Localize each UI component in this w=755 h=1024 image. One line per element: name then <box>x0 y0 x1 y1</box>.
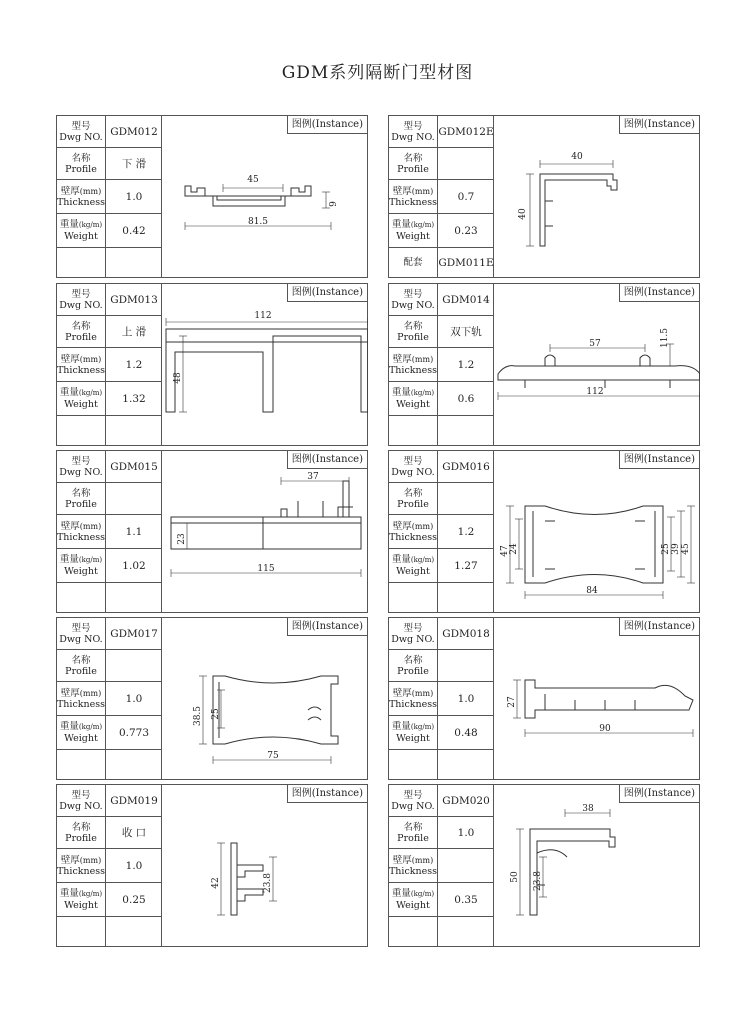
profile-outline <box>640 355 650 366</box>
thickness-label-en: Thickness <box>388 531 438 543</box>
dwg-label-cn: 型号 <box>71 789 91 801</box>
weight-label-unit: (kg/m) <box>410 723 435 731</box>
weight-value: 0.773 <box>118 726 150 739</box>
spec-table <box>389 785 494 946</box>
dwg-label-cn: 型号 <box>403 622 423 634</box>
thickness-value: 1.2 <box>457 358 475 371</box>
match-row <box>57 583 162 612</box>
profile-drawing <box>495 785 700 946</box>
page-title: GDM系列隔断门型材图 <box>281 63 474 83</box>
dimension-label: 115 <box>257 564 275 574</box>
instance-label: 图例(Instance) <box>619 785 699 803</box>
weight-label-en: Weight <box>64 231 98 242</box>
dwg-row <box>389 618 494 650</box>
weight-label-en: Weight <box>64 900 98 911</box>
profile-outline <box>231 843 237 915</box>
profile-label-en: Profile <box>397 163 429 175</box>
thickness-label-unit: (mm) <box>79 186 102 196</box>
dwg-value: GDM013 <box>110 293 158 306</box>
profile-drawing <box>495 284 700 445</box>
profile-row <box>389 483 494 515</box>
thickness-label-unit: (mm) <box>411 354 434 364</box>
match-row <box>389 416 494 445</box>
dimension-label: 27 <box>507 696 517 708</box>
thickness-label-en: Thickness <box>56 364 106 376</box>
thickness-label-en: Thickness <box>388 865 438 877</box>
match-value <box>106 583 162 612</box>
profile-outline <box>537 850 567 857</box>
weight-value: 0.23 <box>454 224 478 237</box>
profile-value: 收 口 <box>121 827 147 839</box>
dimension-label: 38.5 <box>193 705 203 727</box>
thickness-value <box>438 849 494 882</box>
thickness-label-en: Thickness <box>388 196 438 208</box>
profile-card-gdm017 <box>56 617 368 780</box>
dwg-label-cn: 型号 <box>71 120 91 132</box>
thickness-label-cn: 壁厚 <box>392 353 412 365</box>
profile-value <box>438 650 494 681</box>
dwg-row <box>389 284 494 316</box>
weight-label-unit: (kg/m) <box>410 389 435 397</box>
thickness-row <box>57 180 162 214</box>
weight-label-cn: 重量 <box>391 554 411 565</box>
thickness-label-unit: (mm) <box>79 521 102 531</box>
match-row <box>57 750 162 779</box>
profile-outline <box>281 509 287 517</box>
dimension-label: 47 <box>500 545 510 557</box>
match-row <box>389 750 494 779</box>
dimension-label: 50 <box>510 871 520 883</box>
instance-label: 图例(Instance) <box>287 116 367 134</box>
dimension-label: 112 <box>254 311 272 321</box>
profile-drawing <box>495 116 700 277</box>
profile-outline <box>343 481 349 517</box>
profile-drawing <box>495 618 700 779</box>
weight-value: 0.35 <box>454 893 478 906</box>
instance-label: 图例(Instance) <box>287 785 367 803</box>
profile-outline <box>525 680 693 718</box>
thickness-row <box>57 682 162 716</box>
profile-value: 双下轨 <box>450 326 482 338</box>
profile-row <box>389 148 494 180</box>
profile-outline <box>237 865 263 877</box>
weight-value: 1.32 <box>122 392 146 405</box>
dwg-value: GDM015 <box>110 460 158 473</box>
dwg-label-en: Dwg NO. <box>391 466 435 478</box>
profile-value: 下 滑 <box>121 158 147 170</box>
dimension-label: 40 <box>571 152 583 162</box>
thickness-label-cn: 壁厚 <box>392 520 412 532</box>
thickness-label-unit: (mm) <box>411 521 434 531</box>
dwg-label-en: Dwg NO. <box>59 466 103 478</box>
match-row <box>57 416 162 445</box>
instance-label: 图例(Instance) <box>287 618 367 636</box>
thickness-label-unit: (mm) <box>79 354 102 364</box>
dwg-value: GDM020 <box>442 794 490 807</box>
thickness-row <box>389 180 494 214</box>
weight-row <box>57 214 162 248</box>
profile-card-gdm013 <box>56 283 368 446</box>
weight-label-unit: (kg/m) <box>78 389 103 397</box>
spec-table <box>57 785 162 946</box>
profile-value <box>438 148 494 179</box>
profile-card-gdm019 <box>56 784 368 947</box>
thickness-label-cn: 壁厚 <box>60 854 80 866</box>
weight-row <box>57 883 162 917</box>
thickness-value: 1.0 <box>125 859 143 872</box>
thickness-label-cn: 壁厚 <box>60 687 80 699</box>
dimension-label: 84 <box>586 586 598 596</box>
profile-label-cn: 名称 <box>71 320 91 332</box>
dwg-label-cn: 型号 <box>403 789 423 801</box>
dwg-value: GDM012E <box>438 125 494 138</box>
dimension-label: 81.5 <box>247 217 269 227</box>
spec-table <box>389 618 494 779</box>
weight-label-cn: 重量 <box>391 219 411 230</box>
weight-label-unit: (kg/m) <box>78 221 103 229</box>
spec-table <box>57 116 162 277</box>
profile-row <box>57 316 162 348</box>
weight-label-en: Weight <box>64 399 98 410</box>
profile-label-cn: 名称 <box>403 152 423 164</box>
thickness-row <box>389 348 494 382</box>
thickness-label-en: Thickness <box>388 698 438 710</box>
weight-label-cn: 重量 <box>59 219 79 230</box>
weight-label-cn: 重量 <box>391 888 411 899</box>
thickness-value: 1.2 <box>457 525 475 538</box>
weight-label-en: Weight <box>396 733 430 744</box>
weight-label-cn: 重量 <box>59 888 79 899</box>
thickness-value: 1.2 <box>125 358 143 371</box>
instance-label: 图例(Instance) <box>619 116 699 134</box>
profile-drawing <box>163 116 368 277</box>
thickness-row <box>389 515 494 549</box>
dimension-label: 75 <box>267 751 279 761</box>
dwg-label-en: Dwg NO. <box>59 633 103 645</box>
dimension-label: 23.8 <box>533 870 543 892</box>
thickness-label-cn: 壁厚 <box>392 854 412 866</box>
profile-outline <box>525 506 663 583</box>
weight-row <box>389 214 494 248</box>
profile-row <box>57 817 162 849</box>
dwg-value: GDM017 <box>110 627 158 640</box>
profile-drawing <box>163 451 368 612</box>
profile-label-en: Profile <box>65 665 97 677</box>
profile-outline <box>217 196 281 200</box>
profile-outline <box>213 676 338 744</box>
weight-label-en: Weight <box>396 231 430 242</box>
profile-card-gdm015 <box>56 450 368 613</box>
dwg-label-en: Dwg NO. <box>391 633 435 645</box>
match-row <box>389 917 494 946</box>
weight-row <box>389 382 494 416</box>
thickness-label-en: Thickness <box>56 531 106 543</box>
profile-outline <box>166 329 368 412</box>
spec-table <box>389 451 494 612</box>
profile-label-en: Profile <box>397 331 429 343</box>
dwg-label-en: Dwg NO. <box>391 131 435 143</box>
profile-drawing <box>163 785 368 946</box>
profile-label-cn: 名称 <box>71 487 91 499</box>
dimension-label: 45 <box>681 543 691 555</box>
weight-label-unit: (kg/m) <box>78 890 103 898</box>
profile-label-cn: 名称 <box>403 487 423 499</box>
thickness-row <box>389 682 494 716</box>
match-row <box>389 583 494 612</box>
profile-label-en: Profile <box>65 498 97 510</box>
dwg-value: GDM016 <box>442 460 490 473</box>
match-value <box>106 416 162 445</box>
profile-outline <box>338 507 353 517</box>
profile-outline <box>498 366 700 380</box>
weight-row <box>57 716 162 750</box>
profile-outline <box>540 174 617 246</box>
dwg-label-en: Dwg NO. <box>391 299 435 311</box>
profile-label-en: Profile <box>65 163 97 175</box>
profile-card-gdm016 <box>388 450 700 613</box>
profile-label-en: Profile <box>65 832 97 844</box>
weight-value: 0.48 <box>454 726 478 739</box>
weight-label-unit: (kg/m) <box>410 556 435 564</box>
profile-card-gdm012e <box>388 115 700 278</box>
thickness-row <box>57 348 162 382</box>
dimension-label: 40 <box>518 208 528 220</box>
profile-card-gdm020 <box>388 784 700 947</box>
dwg-row <box>57 618 162 650</box>
thickness-label-cn: 壁厚 <box>60 353 80 365</box>
profile-label-en: Profile <box>65 331 97 343</box>
weight-row <box>57 382 162 416</box>
dwg-row <box>389 451 494 483</box>
dimension-label: 23 <box>177 533 187 545</box>
thickness-label-cn: 壁厚 <box>392 687 412 699</box>
weight-label-cn: 重量 <box>391 721 411 732</box>
dwg-value: GDM014 <box>442 293 490 306</box>
profile-outline <box>185 186 311 206</box>
profile-row <box>389 817 494 849</box>
weight-label-cn: 重量 <box>59 721 79 732</box>
match-value <box>438 750 494 779</box>
profile-drawing <box>495 451 700 612</box>
dimension-label: 90 <box>599 724 611 734</box>
profile-card-gdm012 <box>56 115 368 278</box>
thickness-value: 1.1 <box>125 525 143 538</box>
profile-drawing <box>163 618 368 779</box>
dimension-label: 23.8 <box>263 872 273 894</box>
weight-label-cn: 重量 <box>59 554 79 565</box>
profile-drawing <box>163 284 368 445</box>
weight-label-unit: (kg/m) <box>410 221 435 229</box>
match-value <box>106 750 162 779</box>
profile-value: 上 滑 <box>121 326 147 338</box>
thickness-label-en: Thickness <box>56 865 106 877</box>
thickness-value: 0.7 <box>457 190 475 203</box>
instance-label: 图例(Instance) <box>619 451 699 469</box>
dwg-row <box>57 785 162 817</box>
weight-row <box>57 549 162 583</box>
profile-outline <box>545 355 555 366</box>
dimension-label: 9 <box>329 201 339 207</box>
profile-label-en: Profile <box>397 832 429 844</box>
dwg-value: GDM018 <box>442 627 490 640</box>
profile-label-cn: 名称 <box>71 821 91 833</box>
profile-label-cn: 名称 <box>403 654 423 666</box>
thickness-label-en: Thickness <box>388 364 438 376</box>
match-row <box>57 248 162 277</box>
weight-value: 1.02 <box>122 559 146 572</box>
weight-label-unit: (kg/m) <box>78 556 103 564</box>
match-row <box>389 248 494 277</box>
match-value <box>438 583 494 612</box>
dwg-row <box>57 284 162 316</box>
dimension-label: 11.5 <box>660 327 670 349</box>
profile-outline <box>308 707 321 710</box>
profile-label-en: Profile <box>397 498 429 510</box>
profile-row <box>57 148 162 180</box>
dwg-label-cn: 型号 <box>403 455 423 467</box>
dimension-label: 42 <box>211 877 221 889</box>
profile-value <box>106 483 162 514</box>
dwg-row <box>389 116 494 148</box>
profile-label-cn: 名称 <box>403 821 423 833</box>
weight-label-unit: (kg/m) <box>78 723 103 731</box>
thickness-row <box>57 849 162 883</box>
profile-outline <box>237 889 263 901</box>
weight-value: 1.27 <box>454 559 478 572</box>
thickness-label-cn: 壁厚 <box>60 185 80 197</box>
weight-label-cn: 重量 <box>59 387 79 398</box>
instance-label: 图例(Instance) <box>619 618 699 636</box>
profile-label-cn: 名称 <box>403 320 423 332</box>
dimension-label: 25 <box>211 708 221 720</box>
profile-outline <box>171 517 361 549</box>
spec-table <box>57 618 162 779</box>
spec-table <box>389 284 494 445</box>
thickness-label-en: Thickness <box>56 196 106 208</box>
thickness-label-cn: 壁厚 <box>60 520 80 532</box>
spec-table <box>57 451 162 612</box>
thickness-label-unit: (mm) <box>411 855 434 865</box>
thickness-value: 1.0 <box>457 692 475 705</box>
dimension-label: 57 <box>589 339 601 349</box>
match-value <box>438 416 494 445</box>
dwg-row <box>389 785 494 817</box>
profile-value: 1.0 <box>457 826 475 839</box>
thickness-value: 1.0 <box>125 190 143 203</box>
dwg-label-en: Dwg NO. <box>59 299 103 311</box>
weight-row <box>389 883 494 917</box>
profile-card-gdm014 <box>388 283 700 446</box>
profile-label-cn: 名称 <box>71 654 91 666</box>
dwg-label-en: Dwg NO. <box>59 800 103 812</box>
weight-label-en: Weight <box>64 566 98 577</box>
profile-row <box>57 650 162 682</box>
thickness-label-unit: (mm) <box>411 186 434 196</box>
match-value <box>438 917 494 946</box>
instance-label: 图例(Instance) <box>619 284 699 302</box>
dwg-label-en: Dwg NO. <box>391 800 435 812</box>
profile-row <box>57 483 162 515</box>
dimension-label: 37 <box>307 472 319 482</box>
weight-label-en: Weight <box>64 733 98 744</box>
thickness-value: 1.0 <box>125 692 143 705</box>
weight-label-unit: (kg/m) <box>410 890 435 898</box>
weight-label-cn: 重量 <box>391 387 411 398</box>
dwg-label-cn: 型号 <box>403 120 423 132</box>
dwg-value: GDM019 <box>110 794 158 807</box>
thickness-label-unit: (mm) <box>411 688 434 698</box>
match-value <box>106 248 162 277</box>
dwg-row <box>57 116 162 148</box>
thickness-label-en: Thickness <box>56 698 106 710</box>
dimension-label: 45 <box>247 175 259 185</box>
match-value <box>106 917 162 946</box>
thickness-label-cn: 壁厚 <box>392 185 412 197</box>
profile-row <box>389 650 494 682</box>
profile-label-en: Profile <box>397 665 429 677</box>
thickness-label-unit: (mm) <box>79 688 102 698</box>
weight-label-en: Weight <box>396 566 430 577</box>
match-value: GDM011E <box>438 256 494 269</box>
dwg-label-en: Dwg NO. <box>59 131 103 143</box>
weight-value: 0.6 <box>457 392 475 405</box>
dwg-label-cn: 型号 <box>71 455 91 467</box>
profile-label-cn: 名称 <box>71 152 91 164</box>
dimension-label: 38 <box>582 804 594 814</box>
weight-row <box>389 716 494 750</box>
profile-row <box>389 316 494 348</box>
thickness-row <box>389 849 494 883</box>
dimension-label: 112 <box>586 387 604 397</box>
weight-row <box>389 549 494 583</box>
thickness-label-unit: (mm) <box>79 855 102 865</box>
match-label: 配套 <box>403 257 423 268</box>
weight-value: 0.42 <box>122 224 146 237</box>
instance-label: 图例(Instance) <box>287 451 367 469</box>
dwg-label-cn: 型号 <box>403 288 423 300</box>
dimension-label: 39 <box>671 543 681 555</box>
dimension-label: 25 <box>661 543 671 555</box>
profile-outline <box>308 717 321 720</box>
dwg-label-cn: 型号 <box>71 288 91 300</box>
profile-card-gdm018 <box>388 617 700 780</box>
dwg-row <box>57 451 162 483</box>
spec-table <box>389 116 494 277</box>
thickness-row <box>57 515 162 549</box>
profile-value <box>106 650 162 681</box>
weight-label-en: Weight <box>396 900 430 911</box>
spec-table <box>57 284 162 445</box>
dwg-value: GDM012 <box>110 125 158 138</box>
weight-label-en: Weight <box>396 399 430 410</box>
weight-value: 0.25 <box>122 893 146 906</box>
match-row <box>57 917 162 946</box>
dimension-label: 24 <box>509 543 519 555</box>
profile-value <box>438 483 494 514</box>
dwg-label-cn: 型号 <box>71 622 91 634</box>
instance-label: 图例(Instance) <box>287 284 367 302</box>
dimension-label: 48 <box>173 372 183 384</box>
